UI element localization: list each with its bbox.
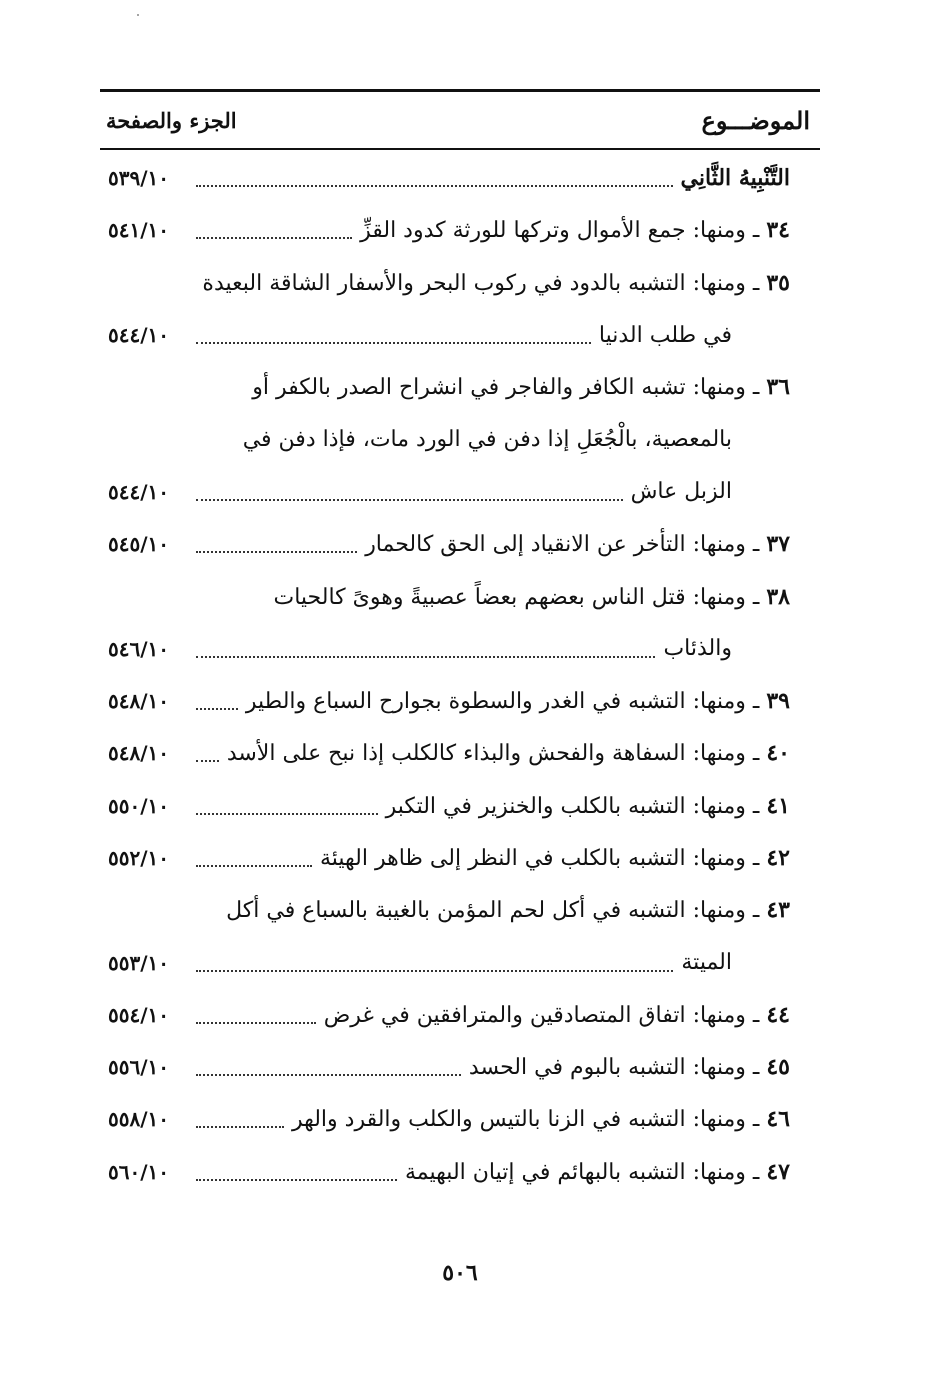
index-entry bbox=[100, 832, 820, 884]
entry-text: ـ ومنها: التشبه في الغدر والسطوة بجوارح السباع والطير bbox=[245, 689, 760, 715]
header-rule bbox=[100, 148, 820, 150]
dot-leader bbox=[196, 237, 352, 239]
entry-text: بالمعصية، بالْجُعَلِ إذا دفن في الورد مات، فإذا دفن في bbox=[242, 427, 732, 453]
entry-page-ref: ٥٥٣/١٠ bbox=[108, 950, 170, 975]
entry-page-ref: ٥٤٤/١٠ bbox=[108, 323, 170, 348]
index-entry bbox=[100, 727, 820, 779]
entry-text: ـ ومنها: التشبه في أكل لحم المؤمن بالغيبة بالسباع في أكل bbox=[226, 898, 760, 924]
entry-page-ref: ٥٦٠/١٠ bbox=[108, 1159, 170, 1184]
entry-line bbox=[100, 884, 820, 936]
entry-line bbox=[100, 623, 820, 675]
header-page-label: الجزء والصفحة bbox=[106, 107, 237, 133]
entry-line bbox=[100, 1146, 820, 1198]
entry-line bbox=[100, 257, 820, 309]
entry-number: ٤١ bbox=[766, 792, 790, 819]
dot-leader bbox=[196, 499, 623, 501]
entry-number: ٣٨ bbox=[766, 583, 790, 610]
entry-number: ٤٣ bbox=[766, 897, 790, 924]
entry-line bbox=[100, 1041, 820, 1093]
entry-text: ـ ومنها: التأخر عن الانقياد إلى الحق كالحمار bbox=[365, 532, 760, 558]
entry-number: ٤٧ bbox=[766, 1158, 790, 1185]
entry-text: ـ ومنها: قتل الناس بعضهم بعضاً عصبيةً وهوىً كالحيات bbox=[273, 584, 760, 610]
entry-line bbox=[100, 204, 820, 256]
page-number: ٥٠٦ bbox=[442, 1260, 478, 1286]
dot-leader bbox=[196, 551, 357, 553]
entry-text: ـ ومنها: التشبه في الزنا بالتيس والكلب والقرد والهر bbox=[291, 1107, 760, 1133]
entry-text: ـ ومنها: التشبه بالكلب والخنزير في التكبر bbox=[385, 793, 760, 819]
index-entry bbox=[100, 675, 820, 727]
entry-text: ـ ومنها: التشبه بالكلب في النظر إلى ظاهر الهيئة bbox=[319, 846, 760, 871]
index-entry bbox=[100, 570, 820, 675]
entry-text: ـ ومنها: اتفاق المتصادقين والمترافقين في غرض bbox=[323, 1002, 760, 1028]
entry-number: ٤٢ bbox=[766, 845, 790, 871]
entry-text: والذئاب bbox=[663, 636, 732, 662]
entry-page-ref: ٥٥٢/١٠ bbox=[108, 846, 170, 870]
entry-line bbox=[100, 1093, 820, 1145]
entry-page-ref: ٥٥٨/١٠ bbox=[108, 1107, 170, 1132]
entry-text: التَّنْبِيهُ الثَّانِي bbox=[680, 165, 790, 192]
entry-number: ٣٤ bbox=[766, 217, 790, 244]
top-rule bbox=[100, 89, 820, 92]
index-entries bbox=[100, 152, 820, 1198]
dot-leader bbox=[196, 1179, 397, 1181]
dot-leader bbox=[196, 970, 673, 972]
dot-leader bbox=[196, 865, 312, 867]
entry-line bbox=[100, 989, 820, 1041]
dot-leader bbox=[196, 760, 219, 762]
entry-number: ٣٦ bbox=[766, 374, 790, 401]
entry-number: ٤٤ bbox=[766, 1001, 790, 1028]
entry-number: ٣٧ bbox=[766, 531, 790, 558]
entry-page-ref: ٥٤٥/١٠ bbox=[108, 532, 170, 557]
entry-page-ref: ٥٤٨/١٠ bbox=[108, 741, 170, 766]
index-entry bbox=[100, 780, 820, 832]
entry-number: ٤٠ bbox=[766, 740, 790, 767]
entry-text: ـ ومنها: التشبه بالبوم في الحسد bbox=[468, 1055, 760, 1081]
dot-leader bbox=[196, 185, 673, 187]
entry-text: ـ ومنها: التشبه بالدود في ركوب البحر والأسفار الشاقة البعيدة bbox=[202, 270, 760, 296]
entry-line bbox=[100, 518, 820, 570]
index-entry bbox=[100, 257, 820, 362]
index-entry bbox=[100, 1146, 820, 1198]
entry-number: ٤٦ bbox=[766, 1106, 790, 1133]
entry-line bbox=[100, 727, 820, 779]
entry-page-ref: ٥٥٠/١٠ bbox=[108, 793, 170, 818]
entry-line bbox=[100, 936, 820, 988]
index-entry bbox=[100, 361, 820, 518]
dot-leader bbox=[196, 656, 655, 658]
entry-line bbox=[100, 780, 820, 832]
entry-line bbox=[100, 675, 820, 727]
entry-text: ـ ومنها: السفاهة والفحش والبذاء كالكلب إذا نبح على الأسد bbox=[226, 741, 760, 767]
entry-page-ref: ٥٤١/١٠ bbox=[108, 218, 170, 243]
entry-line bbox=[100, 361, 820, 413]
dot-leader bbox=[196, 1022, 316, 1024]
entry-page-ref: ٥٤٨/١٠ bbox=[108, 689, 170, 714]
entry-number: ٣٩ bbox=[766, 688, 790, 715]
entry-page-ref: ٥٤٦/١٠ bbox=[108, 636, 170, 661]
entry-page-ref: ٥٤٤/١٠ bbox=[108, 479, 170, 504]
entry-text: في طلب الدنيا bbox=[598, 322, 732, 348]
entry-text: الميتة bbox=[681, 950, 732, 976]
table-header bbox=[100, 98, 820, 142]
dot-leader bbox=[196, 1074, 461, 1076]
entry-text: ـ ومنها: التشبه بالبهائم في إتيان البهيمة bbox=[405, 1159, 760, 1185]
index-entry bbox=[100, 884, 820, 989]
entry-page-ref: ٥٥٤/١٠ bbox=[108, 1002, 170, 1027]
index-entry bbox=[100, 1041, 820, 1093]
header-topic-label: الموضـــوع bbox=[701, 105, 810, 135]
entry-number: ٤٥ bbox=[766, 1054, 790, 1081]
dot-leader bbox=[196, 342, 591, 344]
index-entry bbox=[100, 204, 820, 256]
entry-line bbox=[100, 832, 820, 884]
index-entry bbox=[100, 1093, 820, 1145]
dot-leader bbox=[196, 708, 238, 710]
entry-line bbox=[100, 466, 820, 518]
entry-line bbox=[100, 309, 820, 361]
entry-page-ref: ٥٥٦/١٠ bbox=[108, 1055, 170, 1080]
entry-line bbox=[100, 152, 820, 204]
index-page bbox=[100, 0, 820, 1375]
entry-page-ref: ٥٣٩/١٠ bbox=[108, 166, 170, 191]
entry-line bbox=[100, 570, 820, 622]
index-entry bbox=[100, 989, 820, 1041]
index-entry bbox=[100, 518, 820, 570]
entry-line bbox=[100, 413, 820, 465]
entry-number: ٣٥ bbox=[766, 269, 790, 296]
entry-text: الزبل عاش bbox=[630, 479, 732, 505]
entry-text: ـ ومنها: تشبه الكافر والفاجر في انشراح الصدر بالكفر أو bbox=[252, 375, 760, 401]
index-entry bbox=[100, 152, 820, 204]
entry-text: ـ ومنها: جمع الأموال وتركها للورثة كدود القزِّ bbox=[360, 218, 760, 244]
dot-leader bbox=[196, 813, 378, 815]
dot-leader bbox=[196, 1126, 284, 1128]
